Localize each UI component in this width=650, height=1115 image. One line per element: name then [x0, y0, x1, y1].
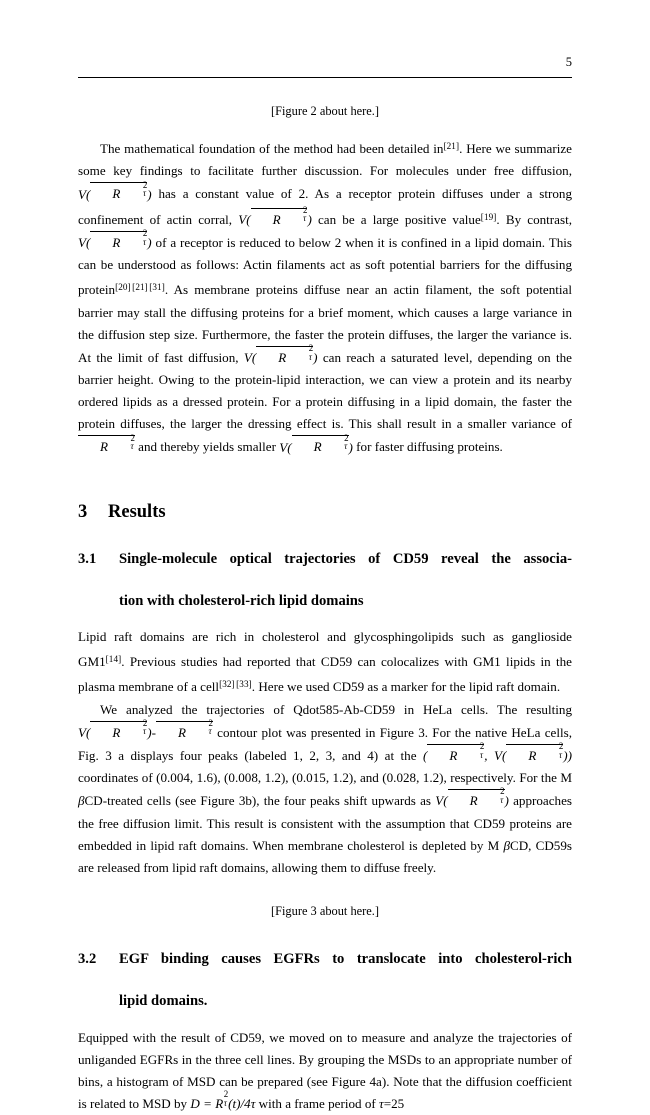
math-beta-1: β [78, 793, 85, 809]
text-fragment: Equipped with the result of CD59, we moved on to measure and analyze the trajectories of unliganded EGFRs in the three cell lines. By grouping the MSDs to an appropriate number of bins, a histogram of MSD can be prepared (see Figure 4a). Note that the diffusion coefficient is related to MSD by [78, 1029, 572, 1112]
citation-32: [32] [219, 679, 235, 690]
citation-19: [19] [480, 211, 497, 222]
subsection-title [119, 949, 572, 1012]
text-fragment: has a constant value of 2. As a receptor protein diffuses under a strong confinement of actin corral, [78, 186, 572, 227]
text-fragment: of a receptor is reduced to below 2 when it is confined in a lipid domain. This can be understood as follows: Actin filaments act as soft potential barriers for the diffusing protein [78, 235, 572, 298]
heading-section-3 [78, 501, 572, 523]
citation-31: [31] [149, 282, 165, 293]
subsection-title-line1: EGF binding causes EGFRs to translocate into cholesterol-rich [119, 950, 572, 967]
heading-section-3-1 [78, 549, 572, 612]
subsection-number: 3.1 [78, 550, 97, 567]
text-fragment: CD, CD59s are released from lipid raft domains, allowing them to diffuse freely. [78, 837, 572, 875]
text-fragment: approaches the free diffusion limit. This result is consistent with the assumption that CD59 proteins are embedded in lipid raft domains. When membrane cholesterol is depleted by M [78, 793, 572, 853]
page-number: 5 [565, 55, 572, 69]
math-variance-4: V( R 2 τ ) [243, 342, 318, 366]
text-fragment: . Here we summarize some key findings to facilitate further discussion. For molecules under free diffusion, [78, 141, 572, 179]
paragraph-egfr [78, 1027, 572, 1115]
math-variance-6: V( R 2 τ ) [435, 786, 509, 809]
subsection-title-line2: tion with cholesterol-rich lipid domains [119, 592, 364, 609]
paragraph-method-foundation [78, 135, 572, 459]
math-peak-coordinate-pair: ( R 2 τ , V( R 2 τ )) [423, 741, 573, 764]
citation-20: [20] [115, 282, 131, 293]
paragraph-trajectories [78, 699, 572, 879]
text-fragment: contour plot was presented in Figure 3. For the native HeLa cells, Fig. 3 a displays four peaks (labeled 1, 2, 3, and 4) at the [78, 724, 572, 764]
math-beta-2: β [503, 837, 510, 853]
text-fragment: We analyzed the trajectories of Qdot585-Ab-CD59 in HeLa cells. The resulting [100, 701, 572, 717]
math-variance-3: V( R 2 τ ) [78, 228, 152, 251]
text-fragment: Lipid raft domains are rich in cholesterol and glycosphingolipids such as ganglioside GM1 [78, 628, 572, 670]
text-fragment: CD-treated cells (see Figure 3b), the four peaks shift upwards as [84, 793, 436, 809]
math-contour-axes: V( R 2 τ )- R 2 τ [78, 717, 213, 740]
math-variance-2: V( R 2 τ ) [238, 204, 312, 227]
text-fragment: . Previous studies had reported that CD59 can colocalizes with GM1 lipids in the plasma membrane of a cell [78, 654, 572, 695]
subsection-title-line1: Single-molecule optical trajectories of CD59 reveal the associa- [119, 550, 572, 567]
subsection-title-line2: lipid domains. [119, 992, 208, 1009]
section-title: Results [108, 501, 166, 522]
math-tau: τ [379, 1096, 384, 1112]
math-variance-1: V( R 2 τ ) [78, 179, 152, 202]
text-fragment: for faster diffusing proteins. [352, 439, 503, 455]
math-variance-5: V( R 2 τ ) [279, 432, 353, 455]
text-fragment: The mathematical foundation of the method had been detailed in [100, 141, 444, 157]
math-rtau-squared: R 2 τ [78, 440, 135, 455]
subsection-title [119, 549, 572, 612]
math-diffusion-coefficient: D = R 2 τ (t)/4τ [190, 1089, 256, 1112]
paragraph-lipid-raft [78, 626, 572, 699]
running-head [78, 56, 572, 71]
citation-14: [14] [105, 653, 122, 664]
citation-33: [33] [236, 679, 252, 690]
text-fragment: . As membrane proteins diffuse near an actin filament, the soft potential barrier may stall the diffusing proteins for a brief moment, which causes a large variance in the diffusion step size. Furthermore, the faster the protein diffuses, the larger the variance is. At the limit of fast diffusion, [78, 282, 572, 366]
text-fragment: coordinates of (0.004, 1.6), (0.008, 1.2), (0.015, 1.2), and (0.028, 1.2), respectively. For the M [78, 770, 572, 786]
text-fragment: . Here we used CD59 as a marker for the lipid raft domain. [251, 679, 561, 695]
text-fragment: can be a large positive value [311, 211, 481, 227]
citation-21b: [21] [132, 282, 148, 293]
text-fragment: . By contrast, [496, 211, 572, 227]
subsection-number: 3.2 [78, 950, 97, 967]
citation-21: [21] [443, 141, 460, 151]
text-fragment: can reach a saturated level, depending on the barrier height. Owing to the protein-lipid interaction, we can view a protein and its nearby ordered lipids as a dressed protein. For a protein diffusing in a lipid domain, the faster the protein diffuses, the larger the dressing effect is. This shall result in a smaller variance of [78, 350, 572, 432]
section-number: 3 [78, 501, 88, 522]
text-fragment: and thereby yields smaller [134, 439, 280, 455]
figure-3-placeholder: [Figure 3 about here.] [270, 903, 380, 918]
heading-section-3-2 [78, 949, 572, 1012]
figure-2-placeholder: [Figure 2 about here.] [270, 104, 380, 118]
text-fragment: =25 [383, 1096, 405, 1112]
text-fragment: with a frame period of [255, 1096, 380, 1112]
header-rule [78, 77, 572, 78]
